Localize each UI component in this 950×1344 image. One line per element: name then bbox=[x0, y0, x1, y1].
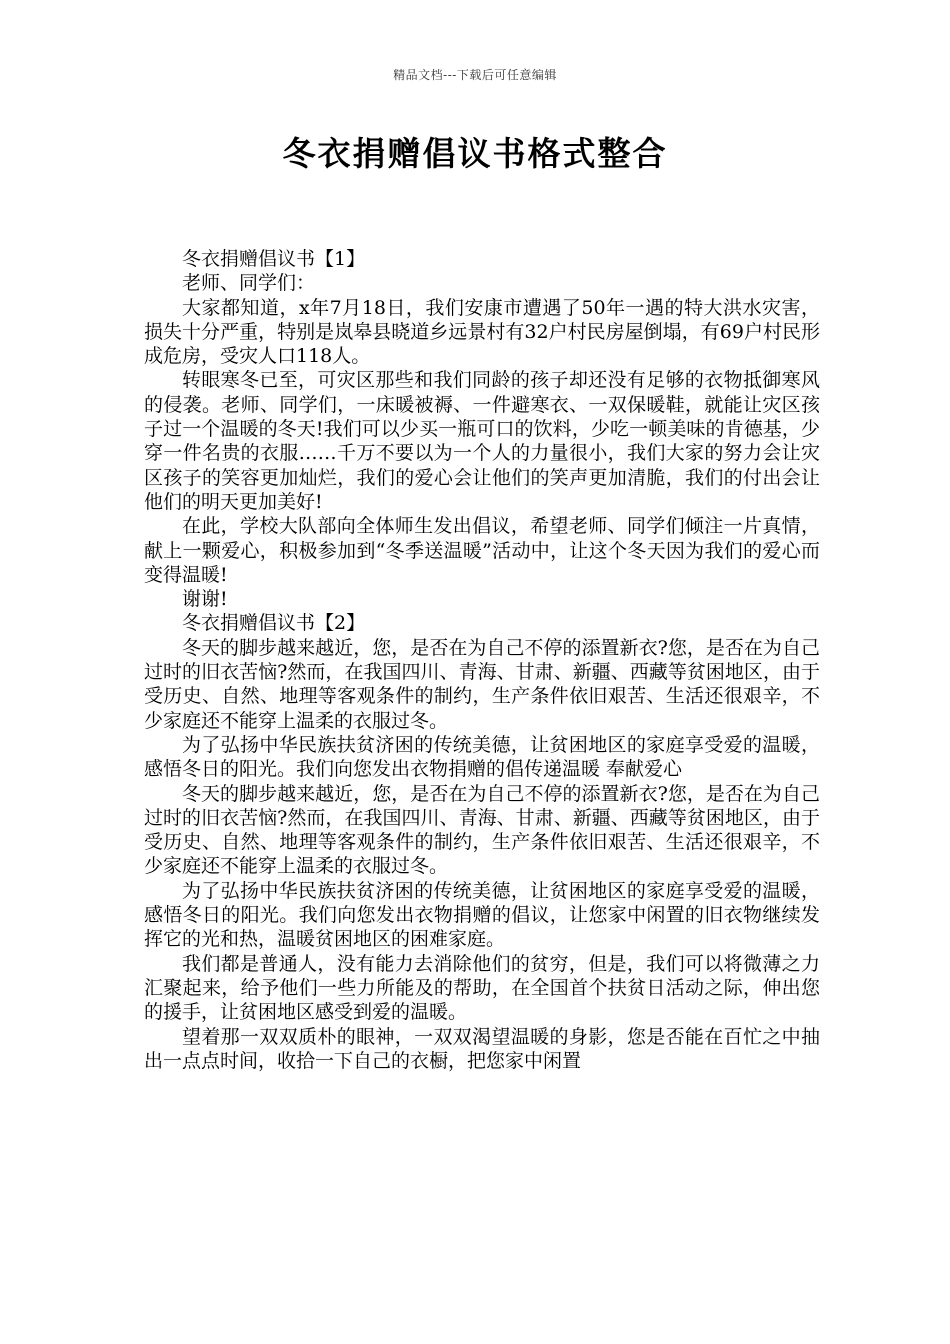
paragraph: 冬天的脚步越来越近，您，是否在为自己不停的添置新衣?您，是否在为自己过时的旧衣苦恼?然而，在我国四川、青海、甘肃、新疆、西藏等贫困地区，由于受历史、自然、地理等客观条件的制约，生产条件依旧艰苦、生活还很艰辛，不少家庭还不能穿上温柔的衣服过冬。 bbox=[144, 782, 820, 878]
paragraph: 冬天的脚步越来越近，您，是否在为自己不停的添置新衣?您，是否在为自己过时的旧衣苦恼?然而，在我国四川、青海、甘肃、新疆、西藏等贫困地区，由于受历史、自然、地理等客观条件的制约，生产条件依旧艰苦、生活还很艰辛，不少家庭还不能穿上温柔的衣服过冬。 bbox=[144, 636, 820, 732]
section-heading-2: 冬衣捐赠倡议书【2】 bbox=[182, 612, 366, 635]
document-body bbox=[144, 247, 820, 1073]
document-title: 冬衣捐赠倡议书格式整合 bbox=[282, 134, 668, 173]
paragraph: 望着那一双双质朴的眼神，一双双渴望温暖的身影，您是否能在百忙之中抽出一点点时间，收拾一下自己的衣橱，把您家中闲置 bbox=[144, 1025, 820, 1072]
paragraph: 在此，学校大队部向全体师生发出倡议，希望老师、同学们倾注一片真情，献上一颗爱心，积极参加到“冬季送温暖”活动中，让这个冬天因为我们的爱心而变得温暖! bbox=[144, 515, 820, 586]
paragraph: 为了弘扬中华民族扶贫济困的传统美德，让贫困地区的家庭享受爱的温暖，感悟冬日的阳光。我们向您发出衣物捐赠的倡传递温暖 奉献爱心 bbox=[144, 733, 820, 781]
header-note: 精品文档---下载后可任意编辑 bbox=[393, 68, 557, 82]
paragraph: 我们都是普通人，没有能力去消除他们的贫穷，但是，我们可以将微薄之力汇聚起来，给予他们一些力所能及的帮助，在全国首个扶贫日活动之际，伸出您的援手，让贫困地区感受到爱的温暖。 bbox=[144, 952, 820, 1024]
closing-thanks: 谢谢! bbox=[182, 588, 228, 611]
paragraph: 为了弘扬中华民族扶贫济困的传统美德，让贫困地区的家庭享受爱的温暖，感悟冬日的阳光。我们向您发出衣物捐赠的倡议，让您家中闲置的旧衣物继续发挥它的光和热，温暖贫困地区的困难家庭。 bbox=[144, 879, 820, 951]
salutation: 老师、同学们： bbox=[182, 272, 316, 295]
section-heading-1: 冬衣捐赠倡议书【1】 bbox=[182, 248, 366, 270]
paragraph: 大家都知道，x年7月18日，我们安康市遭遇了50年一遇的特大洪水灾害，损失十分严重，特别是岚皋县晓道乡远景村有32户村民房屋倒塌，有69户村民形成危房，受灾人口118人。 bbox=[144, 296, 820, 368]
paragraph: 转眼寒冬已至，可灾区那些和我们同龄的孩子却还没有足够的衣物抵御寒风的侵袭。老师、同学们，一床暖被褥、一件避寒衣、一双保暖鞋，就能让灾区孩子过一个温暖的冬天!我们可以少买一瓶可口的饮料，少吃一顿美味的肯德基，少穿一件名贵的衣服……千万不要以为一个人的力量很小，我们大家的努力会让灾区孩子的笑容更加灿烂，我们的爱心会让他们的笑声更加清脆，我们的付出会让他们的明天更加美好! bbox=[144, 369, 820, 513]
